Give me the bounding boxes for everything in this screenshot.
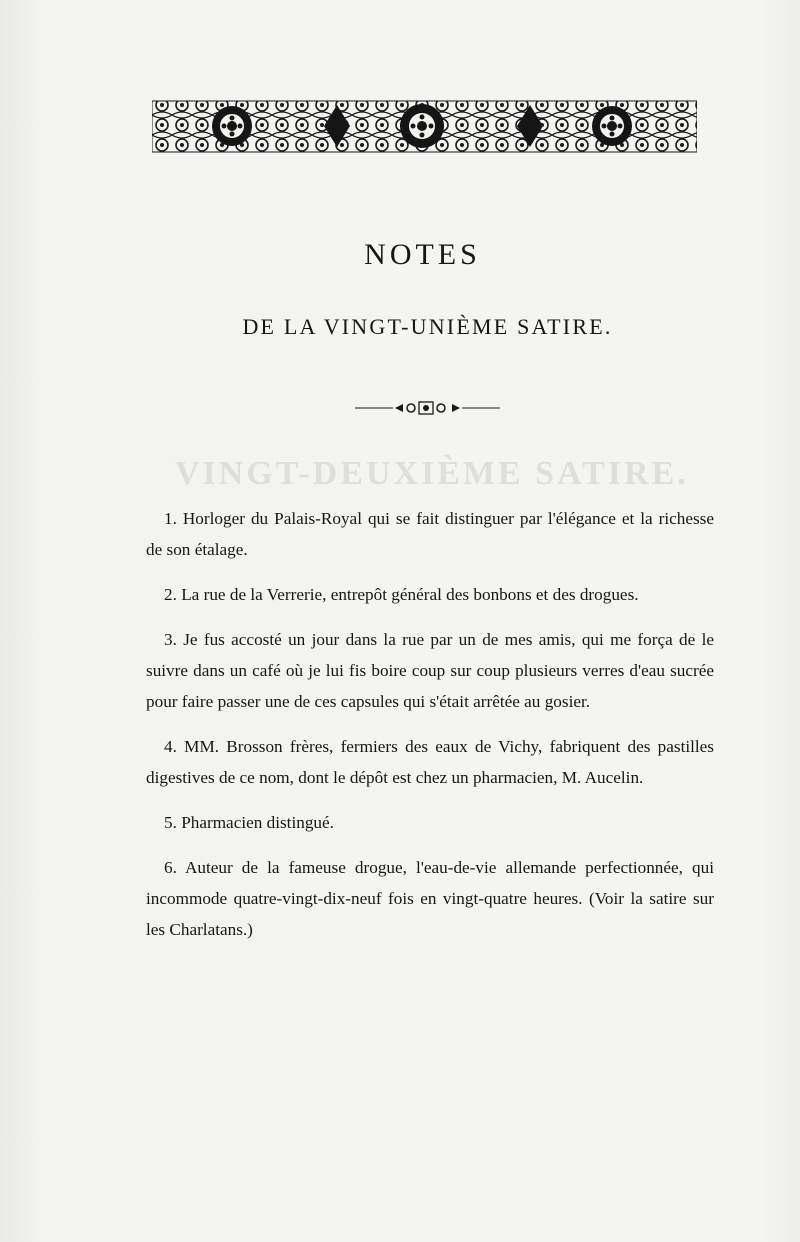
floral-ornament-band	[152, 95, 697, 158]
page-subtitle: DE LA VINGT-UNIÈME SATIRE.	[242, 314, 613, 339]
fleuron-divider	[355, 399, 500, 417]
note-item: 1. Horloger du Palais-Royal qui se fait distinguer par l'élégance et la richesse de son étalage.	[146, 509, 714, 559]
notes-list	[146, 503, 714, 959]
note-item: 5. Pharmacien distingué.	[164, 813, 334, 832]
page-title: NOTES	[364, 238, 481, 271]
note-item: 6. Auteur de la fameuse drogue, l'eau-de-vie allemande perfectionnée, qui incommode quatre-vingt-dix-neuf fois en vingt-quatre heures. (Voir la satire sur les Charlatans.)	[146, 858, 714, 939]
note-item: 3. Je fus accosté un jour dans la rue par un de mes amis, qui me força de le suivre dans un café où je lui fis boire coup sur coup plusieurs verres d'eau sucrée pour faire passer une de ces capsules qui s'était arrêtée au gosier.	[146, 630, 714, 711]
show-through-text: VINGT-DEUXIÈME SATIRE.	[175, 455, 689, 492]
note-item: 2. La rue de la Verrerie, entrepôt général des bonbons et des drogues.	[164, 585, 639, 604]
note-item: 4. MM. Brosson frères, fermiers des eaux de Vichy, fabriquent des pastilles digestives de ce nom, dont le dépôt est chez un pharmacien, M. Aucelin.	[146, 737, 714, 787]
